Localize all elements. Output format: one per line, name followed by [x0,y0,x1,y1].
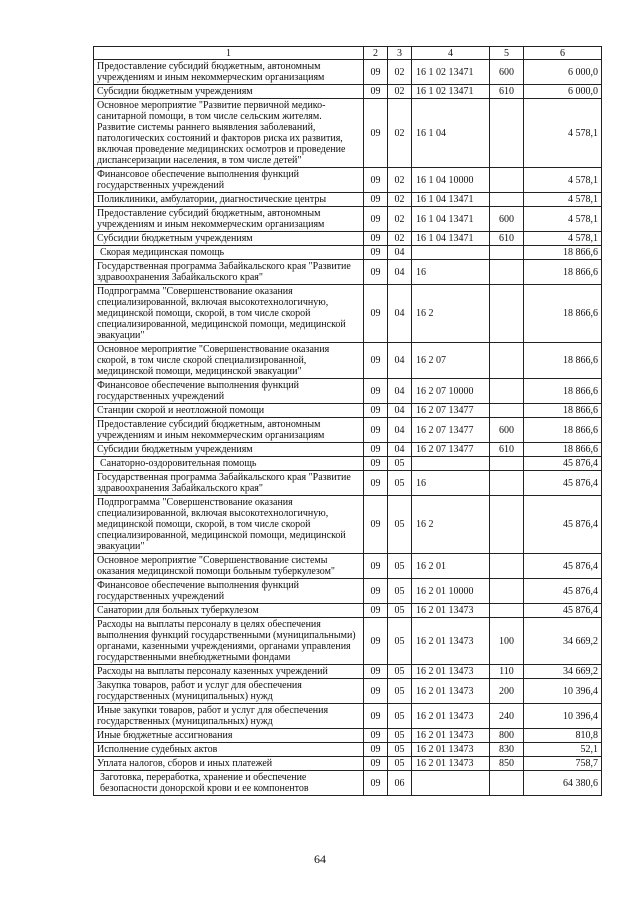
subsection-code-cell: 04 [388,418,412,443]
expense-type-code-cell: 800 [490,729,524,743]
section-code-cell: 09 [364,604,388,618]
expense-type-code-cell [490,471,524,496]
section-code-cell: 09 [364,246,388,260]
table-row [94,379,602,404]
subsection-code-cell: 02 [388,60,412,85]
expense-type-code-cell: 610 [490,85,524,99]
expense-type-code-cell [490,604,524,618]
target-article-code-cell: 16 2 07 13477 [412,404,490,418]
target-article-code-cell [412,771,490,796]
item-name-cell: Основное мероприятие "Совершенствование оказания скорой, в том числе скорой специализированной, медицинской помощи, медицинской эвакуации" [94,343,364,379]
expense-type-code-cell [490,246,524,260]
table-row [94,207,602,232]
section-code-cell: 09 [364,457,388,471]
table-row [94,471,602,496]
table-row [94,232,602,246]
subsection-code-cell: 05 [388,757,412,771]
item-name-cell: Подпрограмма "Совершенствование оказания специализированной, включая высокотехнологичную, медицинской помощи, скорой, в том числе скорой специализированной, медицинской помощи, медицинской эвакуации" [94,496,364,554]
target-article-code-cell: 16 2 07 [412,343,490,379]
expense-type-code-cell [490,457,524,471]
amount-cell: 45 876,4 [524,579,602,604]
table-row [94,260,602,285]
expense-type-code-cell [490,285,524,343]
item-name-cell: Санаторно-оздоровительная помощь [94,457,364,471]
amount-cell: 18 866,6 [524,418,602,443]
target-article-code-cell [412,457,490,471]
table-row [94,554,602,579]
table-row [94,168,602,193]
subsection-code-cell: 05 [388,665,412,679]
table-row [94,665,602,679]
column-header: 5 [490,47,524,60]
target-article-code-cell: 16 2 01 13473 [412,729,490,743]
subsection-code-cell: 05 [388,618,412,665]
section-code-cell: 09 [364,579,388,604]
item-name-cell: Субсидии бюджетным учреждениям [94,443,364,457]
section-code-cell: 09 [364,757,388,771]
subsection-code-cell: 05 [388,704,412,729]
target-article-code-cell: 16 1 04 13471 [412,207,490,232]
section-code-cell: 09 [364,285,388,343]
expense-type-code-cell [490,496,524,554]
amount-cell: 4 578,1 [524,193,602,207]
subsection-code-cell: 04 [388,379,412,404]
amount-cell: 6 000,0 [524,85,602,99]
item-name-cell: Государственная программа Забайкальского края "Развитие здравоохранения Забайкальского края" [94,260,364,285]
section-code-cell: 09 [364,771,388,796]
subsection-code-cell: 05 [388,554,412,579]
subsection-code-cell: 02 [388,168,412,193]
amount-cell: 18 866,6 [524,404,602,418]
section-code-cell: 09 [364,471,388,496]
section-code-cell: 09 [364,729,388,743]
subsection-code-cell: 04 [388,404,412,418]
target-article-code-cell: 16 2 01 13473 [412,665,490,679]
table-row [94,443,602,457]
section-code-cell: 09 [364,260,388,285]
subsection-code-cell: 04 [388,443,412,457]
subsection-code-cell: 05 [388,579,412,604]
target-article-code-cell: 16 1 04 13471 [412,232,490,246]
table-row [94,704,602,729]
column-header: 6 [524,47,602,60]
subsection-code-cell: 05 [388,471,412,496]
section-code-cell: 09 [364,168,388,193]
subsection-code-cell: 05 [388,679,412,704]
expense-type-code-cell [490,99,524,168]
target-article-code-cell: 16 2 01 [412,554,490,579]
target-article-code-cell: 16 1 04 13471 [412,193,490,207]
item-name-cell: Основное мероприятие "Развитие первичной медико-санитарной помощи, в том числе сельским жителям. Развитие системы раннего выявления заболеваний, патологических состояний и факторов риска их развития, включая проведение медицинских осмотров и проведение диспансеризации населения, в том числе детей" [94,99,364,168]
item-name-cell: Основное мероприятие "Совершенствование системы оказания медицинской помощи больным туберкулезом" [94,554,364,579]
subsection-code-cell: 02 [388,207,412,232]
expense-type-code-cell: 600 [490,418,524,443]
item-name-cell: Финансовое обеспечение выполнения функций государственных учреждений [94,168,364,193]
item-name-cell: Расходы на выплаты персоналу в целях обеспечения выполнения функций государственными (муниципальными) органами, казенными учреждениями, органами управления государственными внебюджетными фондами [94,618,364,665]
item-name-cell: Заготовка, переработка, хранение и обеспечение безопасности донорской крови и ее компонентов [94,771,364,796]
section-code-cell: 09 [364,207,388,232]
expense-type-code-cell [490,771,524,796]
amount-cell: 10 396,4 [524,679,602,704]
amount-cell: 4 578,1 [524,99,602,168]
expense-type-code-cell: 600 [490,60,524,85]
amount-cell: 34 669,2 [524,665,602,679]
table-row [94,729,602,743]
table-row [94,343,602,379]
subsection-code-cell: 02 [388,85,412,99]
section-code-cell: 09 [364,743,388,757]
item-name-cell: Поликлиники, амбулатории, диагностические центры [94,193,364,207]
subsection-code-cell: 05 [388,457,412,471]
expense-type-code-cell: 240 [490,704,524,729]
column-header: 1 [94,47,364,60]
expense-type-code-cell: 850 [490,757,524,771]
expense-type-code-cell: 610 [490,232,524,246]
table-row [94,99,602,168]
item-name-cell: Исполнение судебных актов [94,743,364,757]
item-name-cell: Расходы на выплаты персоналу казенных учреждений [94,665,364,679]
item-name-cell: Предоставление субсидий бюджетным, автономным учреждениям и иным некоммерческим организациям [94,418,364,443]
table-row [94,496,602,554]
target-article-code-cell: 16 2 01 13473 [412,704,490,729]
amount-cell: 758,7 [524,757,602,771]
section-code-cell: 09 [364,418,388,443]
amount-cell: 18 866,6 [524,443,602,457]
item-name-cell: Субсидии бюджетным учреждениям [94,232,364,246]
target-article-code-cell [412,246,490,260]
table-row [94,418,602,443]
target-article-code-cell: 16 2 07 13477 [412,418,490,443]
subsection-code-cell: 05 [388,496,412,554]
table-row [94,757,602,771]
section-code-cell: 09 [364,193,388,207]
subsection-code-cell: 02 [388,99,412,168]
target-article-code-cell: 16 2 01 13473 [412,757,490,771]
section-code-cell: 09 [364,496,388,554]
item-name-cell: Уплата налогов, сборов и иных платежей [94,757,364,771]
expense-type-code-cell [490,379,524,404]
expense-type-code-cell: 830 [490,743,524,757]
table-header-row [94,47,602,60]
amount-cell: 4 578,1 [524,168,602,193]
item-name-cell: Станции скорой и неотложной помощи [94,404,364,418]
amount-cell: 18 866,6 [524,246,602,260]
table-row [94,60,602,85]
amount-cell: 18 866,6 [524,343,602,379]
expense-type-code-cell [490,168,524,193]
expense-type-code-cell [490,260,524,285]
target-article-code-cell: 16 [412,471,490,496]
item-name-cell: Финансовое обеспечение выполнения функций государственных учреждений [94,379,364,404]
target-article-code-cell: 16 1 02 13471 [412,60,490,85]
target-article-code-cell: 16 1 04 [412,99,490,168]
section-code-cell: 09 [364,679,388,704]
subsection-code-cell: 05 [388,729,412,743]
target-article-code-cell: 16 2 01 13473 [412,604,490,618]
section-code-cell: 09 [364,99,388,168]
subsection-code-cell: 06 [388,771,412,796]
table-row [94,604,602,618]
amount-cell: 810,8 [524,729,602,743]
amount-cell: 45 876,4 [524,554,602,579]
subsection-code-cell: 02 [388,232,412,246]
target-article-code-cell: 16 2 [412,285,490,343]
amount-cell: 45 876,4 [524,604,602,618]
table-row [94,457,602,471]
amount-cell: 10 396,4 [524,704,602,729]
table-body [94,47,602,796]
expense-type-code-cell: 610 [490,443,524,457]
amount-cell: 34 669,2 [524,618,602,665]
table-row [94,618,602,665]
expense-type-code-cell: 110 [490,665,524,679]
amount-cell: 45 876,4 [524,471,602,496]
section-code-cell: 09 [364,343,388,379]
amount-cell: 4 578,1 [524,207,602,232]
item-name-cell: Предоставление субсидий бюджетным, автономным учреждениям и иным некоммерческим организациям [94,60,364,85]
expense-type-code-cell [490,554,524,579]
subsection-code-cell: 04 [388,343,412,379]
section-code-cell: 09 [364,404,388,418]
item-name-cell: Скорая медицинская помощь [94,246,364,260]
subsection-code-cell: 02 [388,193,412,207]
budget-table [93,46,602,796]
expense-type-code-cell [490,404,524,418]
item-name-cell: Иные закупки товаров, работ и услуг для обеспечения государственных (муниципальных) нужд [94,704,364,729]
page-number: 64 [314,852,326,866]
section-code-cell: 09 [364,665,388,679]
item-name-cell: Государственная программа Забайкальского края "Развитие здравоохранения Забайкальского края" [94,471,364,496]
expense-type-code-cell [490,579,524,604]
column-header: 3 [388,47,412,60]
table-row [94,743,602,757]
subsection-code-cell: 04 [388,260,412,285]
amount-cell: 45 876,4 [524,496,602,554]
target-article-code-cell: 16 [412,260,490,285]
item-name-cell: Финансовое обеспечение выполнения функций государственных учреждений [94,579,364,604]
amount-cell: 18 866,6 [524,260,602,285]
column-header: 2 [364,47,388,60]
item-name-cell: Предоставление субсидий бюджетным, автономным учреждениям и иным некоммерческим организациям [94,207,364,232]
item-name-cell: Закупка товаров, работ и услуг для обеспечения государственных (муниципальных) нужд [94,679,364,704]
target-article-code-cell: 16 2 01 13473 [412,679,490,704]
amount-cell: 45 876,4 [524,457,602,471]
table-row [94,404,602,418]
amount-cell: 18 866,6 [524,285,602,343]
subsection-code-cell: 05 [388,604,412,618]
section-code-cell: 09 [364,704,388,729]
target-article-code-cell: 16 2 07 13477 [412,443,490,457]
amount-cell: 4 578,1 [524,232,602,246]
table-row [94,193,602,207]
table-row [94,246,602,260]
amount-cell: 64 380,6 [524,771,602,796]
amount-cell: 18 866,6 [524,379,602,404]
expense-type-code-cell [490,343,524,379]
item-name-cell: Субсидии бюджетным учреждениям [94,85,364,99]
item-name-cell: Санатории для больных туберкулезом [94,604,364,618]
subsection-code-cell: 04 [388,285,412,343]
target-article-code-cell: 16 1 02 13471 [412,85,490,99]
section-code-cell: 09 [364,60,388,85]
section-code-cell: 09 [364,379,388,404]
section-code-cell: 09 [364,618,388,665]
section-code-cell: 09 [364,554,388,579]
table-row [94,285,602,343]
expense-type-code-cell: 600 [490,207,524,232]
target-article-code-cell: 16 2 07 10000 [412,379,490,404]
target-article-code-cell: 16 2 01 10000 [412,579,490,604]
section-code-cell: 09 [364,232,388,246]
section-code-cell: 09 [364,85,388,99]
section-code-cell: 09 [364,443,388,457]
target-article-code-cell: 16 2 [412,496,490,554]
column-header: 4 [412,47,490,60]
table-row [94,85,602,99]
target-article-code-cell: 16 2 01 13473 [412,743,490,757]
amount-cell: 6 000,0 [524,60,602,85]
table-row [94,771,602,796]
target-article-code-cell: 16 2 01 13473 [412,618,490,665]
item-name-cell: Подпрограмма "Совершенствование оказания специализированной, включая высокотехнологичную, медицинской помощи, скорой, в том числе скорой специализированной, медицинской помощи, медицинской эвакуации" [94,285,364,343]
table-row [94,679,602,704]
table-row [94,579,602,604]
subsection-code-cell: 05 [388,743,412,757]
item-name-cell: Иные бюджетные ассигнования [94,729,364,743]
amount-cell: 52,1 [524,743,602,757]
target-article-code-cell: 16 1 04 10000 [412,168,490,193]
expense-type-code-cell: 200 [490,679,524,704]
expense-type-code-cell [490,193,524,207]
expense-type-code-cell: 100 [490,618,524,665]
subsection-code-cell: 04 [388,246,412,260]
